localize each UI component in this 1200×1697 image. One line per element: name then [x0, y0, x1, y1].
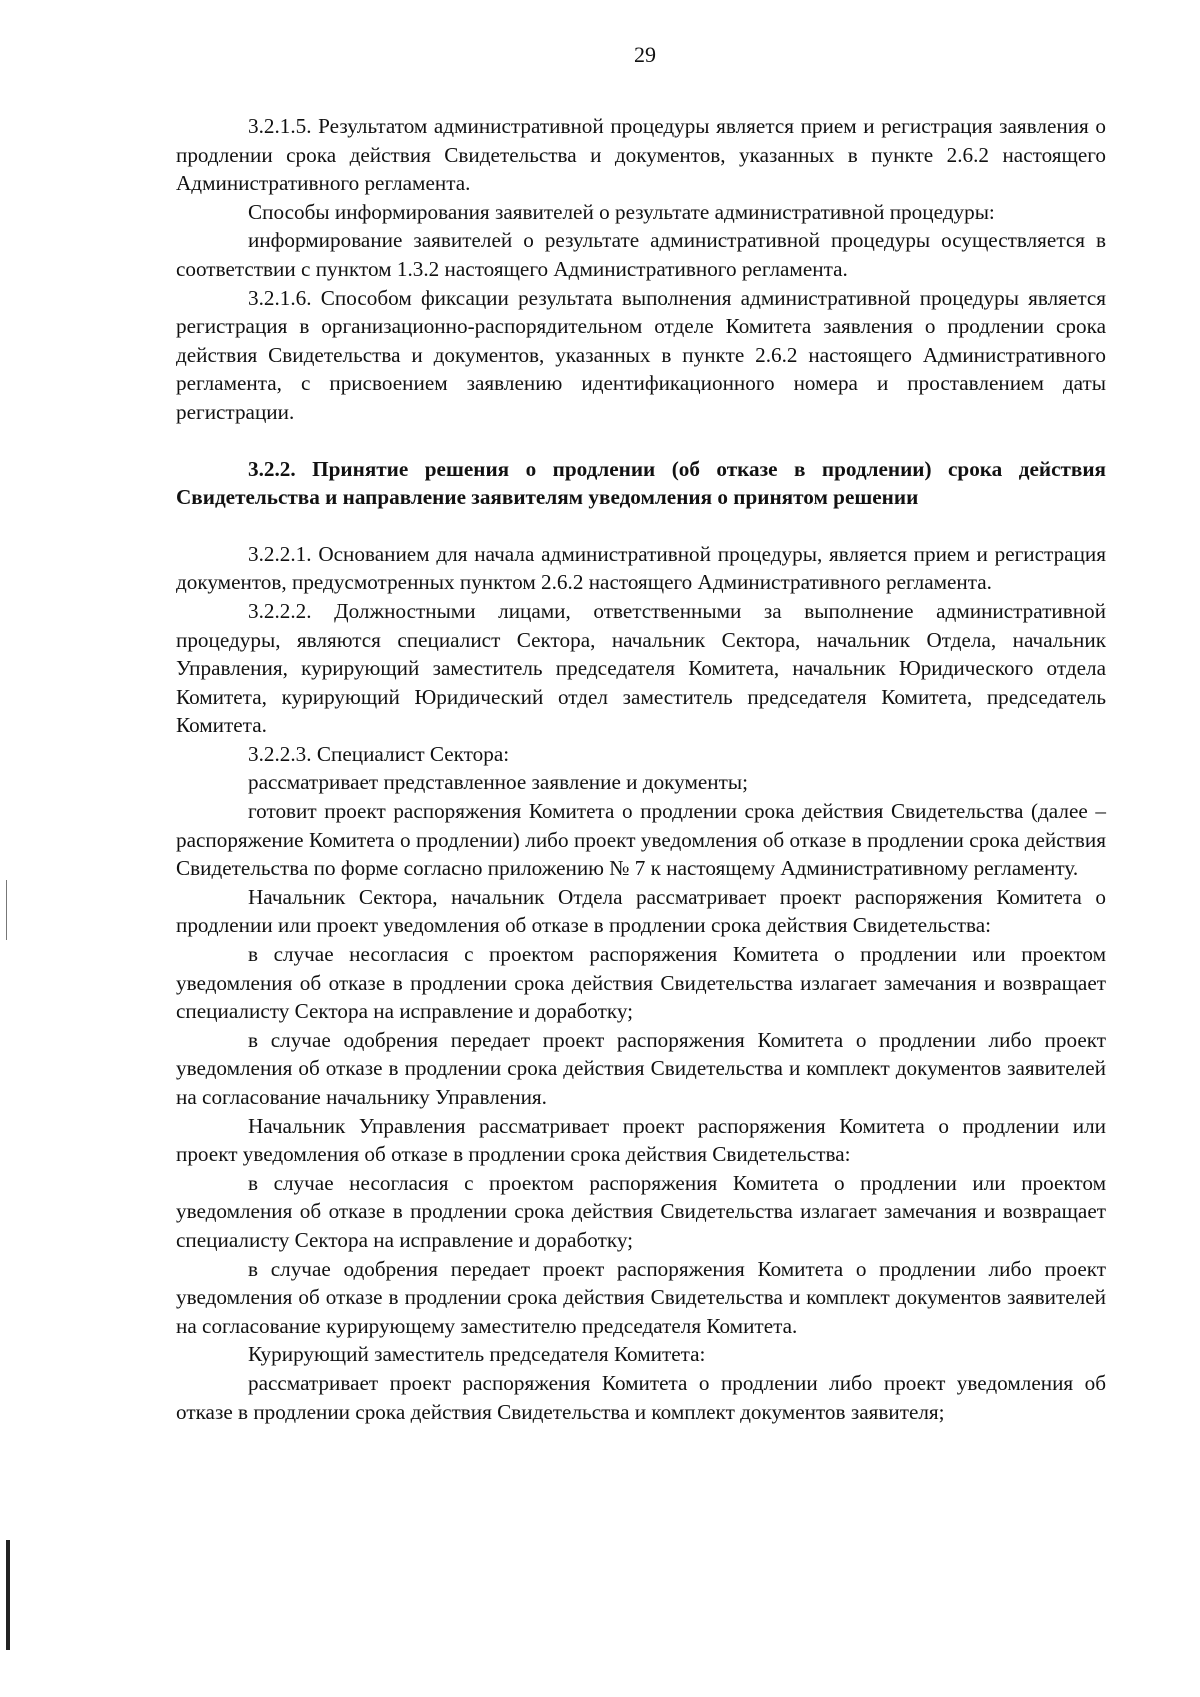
paragraph-3-2-2-2: 3.2.2.2. Должностными лицами, ответственными за выполнение административной процедуры, являются специалист Сектора, начальник Сектора, начальник Отдела, начальник Управления, курирующий заместитель председателя Комитета, начальник Юридического отдела Комитета, курирующий Юридический отдел заместитель председателя Комитета, председатель Комитета. — [176, 598, 1106, 738]
paragraph-reviews-documents: рассматривает представленное заявление и документы; — [248, 770, 749, 795]
paragraph-deputy-reviews: рассматривает проект распоряжения Комитета о продлении либо проект уведомления об отказе в продлении срока действия Свидетельства и комплект документов заявителя; — [176, 1370, 1106, 1424]
paragraph-approval-1: в случае одобрения передает проект распоряжения Комитета о продлении либо проект уведомления об отказе в продлении срока действия Свидетельства и комплект документов заявителей на согласование начальнику Управления. — [176, 1027, 1106, 1109]
paragraph-prepares-draft: готовит проект распоряжения Комитета о продлении срока действия Свидетельства (далее – распоряжение Комитета о продлении) либо проект уведомления об отказе в продлении срока действия Свидетельства по форме согласно приложению № 7 к настоящему Административному регламенту. — [176, 799, 1106, 881]
paragraph-inform-methods: Способы информирования заявителей о результате административной процедуры: — [248, 199, 995, 224]
section-heading-3-2-2: 3.2.2. Принятие решения о продлении (об отказе в продлении) срока действия Свидетельства и направление заявителям уведомления о принятом решении — [176, 456, 1106, 510]
paragraph-inform-applicants: информирование заявителей о результате административной процедуры осуществляется в соответствии с пунктом 1.3.2 настоящего Административного регламента. — [176, 228, 1106, 281]
paragraph-approval-2: в случае одобрения передает проект распоряжения Комитета о продлении либо проект уведомления об отказе в продлении срока действия Свидетельства и комплект документов заявителей на согласование курирующему заместителю председателя Комитета. — [176, 1256, 1106, 1338]
scan-artifact-mark — [6, 880, 7, 940]
paragraph-deputy-chairman: Курирующий заместитель председателя Комитета: — [248, 1342, 706, 1367]
paragraph-3-2-2-3: 3.2.2.3. Специалист Сектора: — [248, 741, 510, 766]
paragraph-department-head-reviews: Начальник Управления рассматривает проект распоряжения Комитета о продлении или проект уведомления об отказе в продлении срока действия Свидетельства: — [176, 1113, 1106, 1167]
paragraph-disagreement-2: в случае несогласия с проектом распоряжения Комитета о продлении или проектом уведомления об отказе в продлении срока действия Свидетельства излагает замечания и возвращает специалисту Сектора на исправление и доработку; — [176, 1170, 1106, 1252]
paragraph-3-2-2-1: 3.2.2.1. Основанием для начала административной процедуры, является прием и регистрация документов, предусмотренных пунктом 2.6.2 настоящего Административного регламента. — [176, 541, 1106, 595]
paragraph-sector-head-reviews: Начальник Сектора, начальник Отдела рассматривает проект распоряжения Комитета о продлении или проект уведомления об отказе в продлении срока действия Свидетельства: — [176, 884, 1106, 938]
document-body — [176, 112, 1106, 1426]
page-number: 29 — [634, 42, 656, 67]
paragraph-disagreement-1: в случае несогласия с проектом распоряжения Комитета о продлении или проектом уведомления об отказе в продлении срока действия Свидетельства излагает замечания и возвращает специалисту Сектора на исправление и доработку; — [176, 942, 1106, 1024]
paragraph-3-2-1-6: 3.2.1.6. Способом фиксации результата выполнения административной процедуры является регистрация в организационно-распорядительном отделе Комитета заявления о продлении срока действия Свидетельства и документов, указанных в пункте 2.6.2 настоящего Административного регламента, с присвоением заявлению идентификационного номера и проставлением даты регистрации. — [176, 285, 1106, 424]
scan-artifact-mark — [6, 1540, 10, 1650]
paragraph-3-2-1-5: 3.2.1.5. Результатом административной процедуры является прием и регистрация заявления о продлении срока действия Свидетельства и документов, указанных в пункте 2.6.2 настоящего Административного регламента. — [176, 114, 1106, 196]
